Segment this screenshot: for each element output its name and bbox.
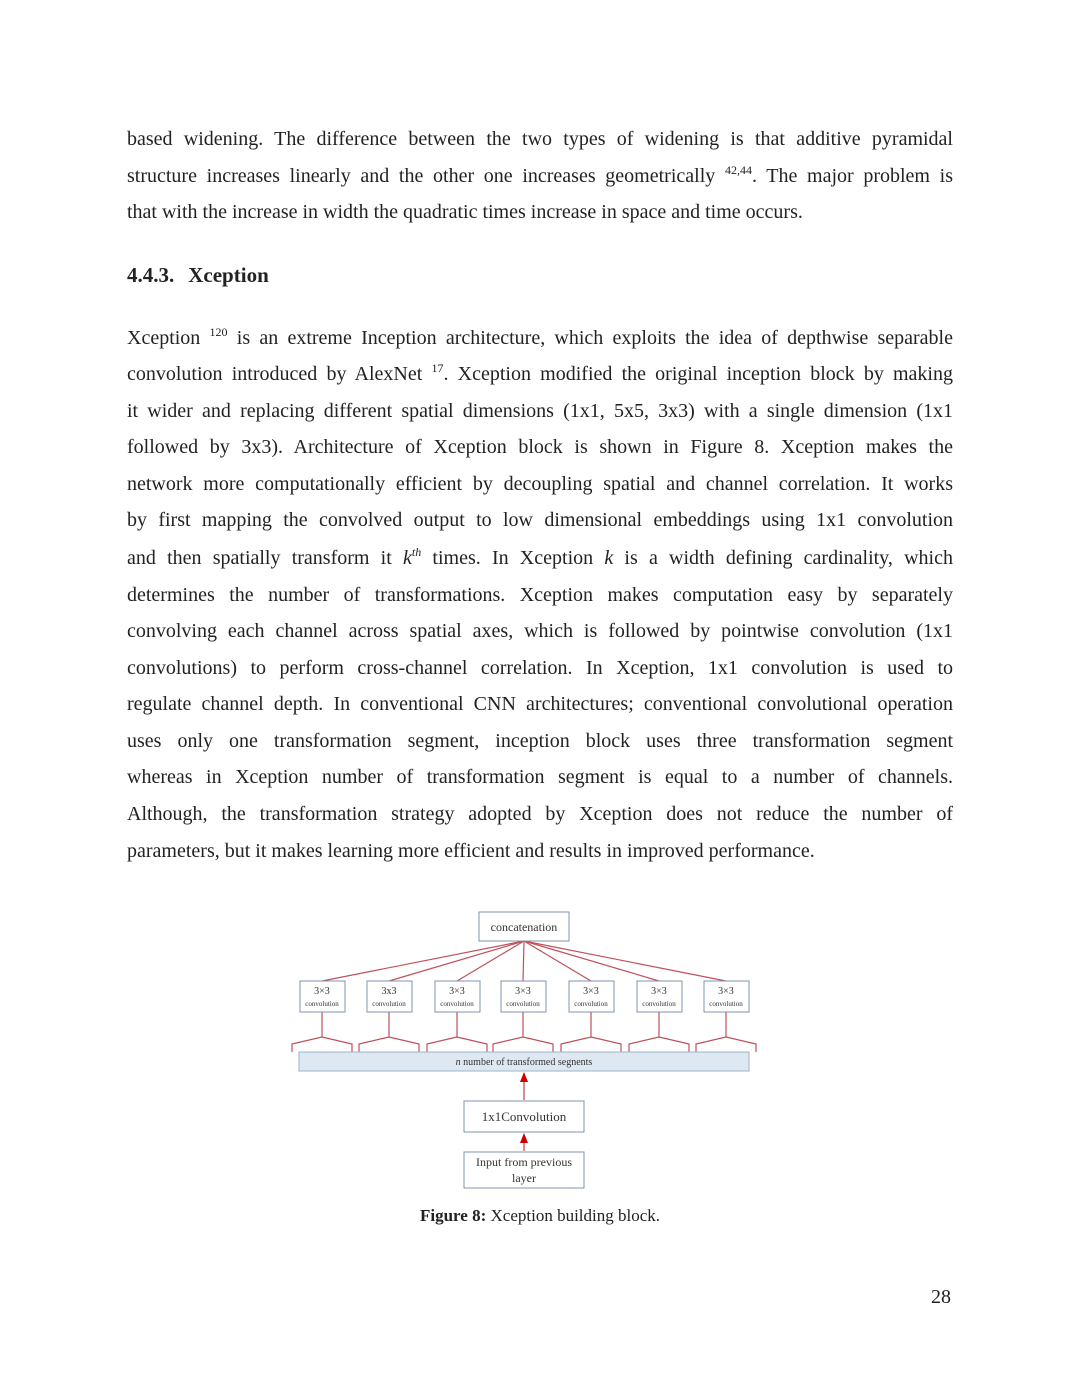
bracket-line xyxy=(591,1037,621,1052)
citation: 42,44 xyxy=(724,163,752,177)
connector-line xyxy=(523,941,524,981)
conv-size-label: 3x3 xyxy=(381,986,397,997)
arrow-head-icon xyxy=(520,1133,528,1143)
bracket-line xyxy=(659,1037,689,1052)
text: is an extreme Inception architecture, which exploits the idea of depthwise separable xyxy=(227,327,953,349)
body-line: regulate channel depth. In conventional CNN architectures; conventional convolutional operation xyxy=(127,693,953,715)
connector-line xyxy=(524,941,591,981)
body-line: based widening. The difference between the two types of widening is that additive pyramidal xyxy=(127,128,953,150)
bracket-line xyxy=(427,1012,457,1052)
conv-label: convolution xyxy=(574,1000,608,1008)
conv-size-label: 3×3 xyxy=(449,986,465,997)
conv-label: convolution xyxy=(709,1000,743,1008)
text: . Xception modified the original inception block by making xyxy=(443,363,953,385)
bracket-line xyxy=(523,1037,553,1052)
text: convolution introduced by AlexNet xyxy=(127,363,432,385)
text: structure increases linearly and the other one increases geometrically xyxy=(127,165,725,187)
connector-line xyxy=(322,941,524,981)
caption-text: Xception building block. xyxy=(486,1206,661,1225)
bracket-line xyxy=(629,1012,659,1052)
conv-size-label: 3×3 xyxy=(515,986,531,997)
body-line: by first mapping the convolved output to low dimensional embeddings using 1x1 convolution xyxy=(127,509,953,531)
conv-label: convolution xyxy=(506,1000,540,1008)
citation: 17 xyxy=(431,361,444,375)
body-line: whereas in Xception number of transformation segment is equal to a number of channels. xyxy=(127,766,953,788)
body-line: convolving each channel across spatial axes, which is followed by pointwise convolution (1x1 xyxy=(127,620,953,642)
concatenation-label: concatenation xyxy=(490,920,558,934)
connector-line xyxy=(524,941,726,981)
text: Xception xyxy=(127,327,210,349)
conv-size-label: 3×3 xyxy=(314,986,330,997)
bracket-line xyxy=(389,1037,419,1052)
body-line: parameters, but it makes learning more efficient and results in improved performance. xyxy=(127,840,815,862)
bracket-line xyxy=(696,1012,726,1052)
body-line: followed by 3x3). Architecture of Xception block is shown in Figure 8. Xception makes the xyxy=(127,436,953,458)
body-line: uses only one transformation segment, inception block uses three transformation segment xyxy=(127,730,953,752)
text: and then spatially transform it xyxy=(127,547,403,569)
body-line: determines the number of transformations. Xception makes computation easy by separately xyxy=(127,584,953,606)
conv1x1-label: 1x1Convolution xyxy=(481,1109,567,1124)
text: . The major problem is xyxy=(751,165,954,187)
bracket-line xyxy=(322,1037,352,1052)
segments-label: n number of transformed segnents xyxy=(455,1057,593,1068)
bracket-line xyxy=(359,1012,389,1052)
connector-line xyxy=(524,941,659,981)
body-line: it wider and replacing different spatial dimensions (1x1, 5x5, 3x3) with a single dimension (1x1 xyxy=(127,400,953,422)
bracket-line xyxy=(292,1012,322,1052)
conv-size-label: 3×3 xyxy=(651,986,667,997)
input-label: Input from previous xyxy=(476,1155,572,1169)
math-k: k xyxy=(604,547,614,569)
connector-line xyxy=(457,941,524,981)
conv-label: convolution xyxy=(372,1000,406,1008)
conv-label: convolution xyxy=(642,1000,676,1008)
section-number: 4.4.3. xyxy=(127,263,175,287)
bracket-line xyxy=(457,1037,487,1052)
page-number: 28 xyxy=(931,1286,951,1308)
bracket-line xyxy=(493,1012,523,1052)
superscript: th xyxy=(411,545,422,559)
arrow-head-icon xyxy=(520,1072,528,1082)
body-line: Although, the transformation strategy adopted by Xception does not reduce the number of xyxy=(127,803,953,825)
connector-line xyxy=(389,941,524,981)
body-line: convolutions) to perform cross-channel correlation. In Xception, 1x1 convolution is used to xyxy=(127,657,953,679)
conv-label: convolution xyxy=(305,1000,339,1008)
input-label: layer xyxy=(512,1171,536,1185)
conv-size-label: 3×3 xyxy=(583,986,599,997)
text: is a width defining cardinality, which xyxy=(613,547,953,569)
bracket-line xyxy=(561,1012,591,1052)
conv-label: convolution xyxy=(440,1000,474,1008)
figure-caption xyxy=(0,1206,1080,1226)
text: times. In Xception xyxy=(421,547,605,569)
math-k: k xyxy=(402,547,412,569)
bracket-line xyxy=(726,1037,756,1052)
body-line: network more computationally efficient by decoupling spatial and channel correlation. It works xyxy=(127,473,953,495)
citation: 120 xyxy=(209,325,228,339)
caption-label: Figure 8: xyxy=(419,1206,487,1225)
body-line: that with the increase in width the quadratic times increase in space and time occurs. xyxy=(127,201,803,223)
conv-size-label: 3×3 xyxy=(718,986,734,997)
section-title: Xception xyxy=(188,263,269,287)
